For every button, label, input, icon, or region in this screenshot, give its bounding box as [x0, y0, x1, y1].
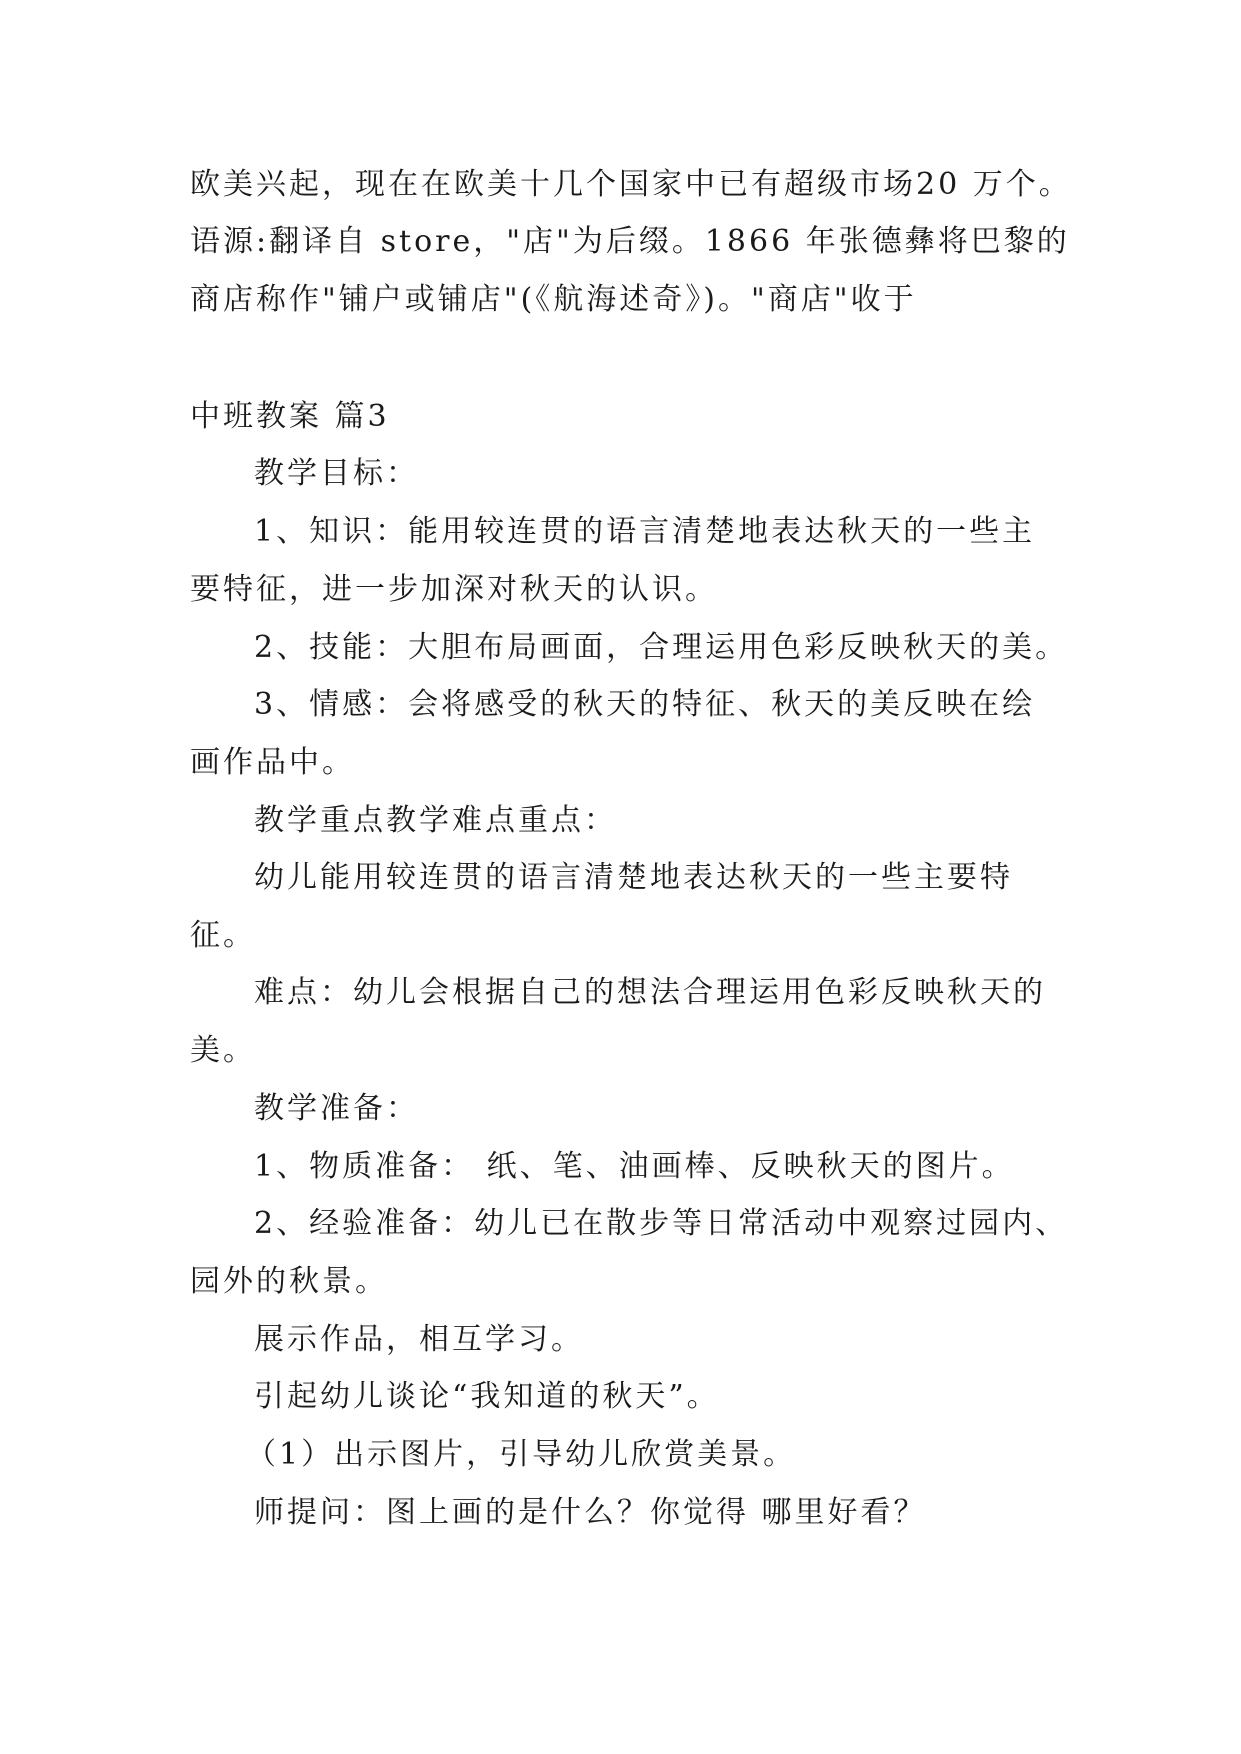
paragraph-line: 展示作品，相互学习。: [254, 1322, 584, 1357]
paragraph-line: 要特征，进一步加深对秋天的认识。: [190, 572, 718, 607]
paragraph-line: 幼儿能用较连贯的语言清楚地表达秋天的一些主要特: [254, 860, 1013, 895]
paragraph-line: 3、情感：会将感受的秋天的特征、秋天的美反映在绘: [254, 687, 1036, 722]
intro-line-1: 欧美兴起，现在在欧美十几个国家中已有超级市场20 万个。: [190, 167, 1072, 202]
paragraph-line: 园外的秋景。: [190, 1264, 388, 1299]
heading-teaching-goals: 教学目标：: [254, 456, 419, 491]
heading-preparation: 教学准备：: [254, 1091, 419, 1126]
section-title: 中班教案 篇3: [190, 399, 390, 434]
paragraph-line: 2、经验准备：幼儿已在散步等日常活动中观察过园内、: [254, 1206, 1069, 1241]
paragraph-line: 师提问：图上画的是什么？你觉得 哪里好看？: [254, 1495, 927, 1530]
paragraph-line: 1、知识：能用较连贯的语言清楚地表达秋天的一些主: [254, 514, 1036, 549]
paragraph-line: 引起幼儿谈论“我知道的秋天”。: [254, 1379, 720, 1414]
paragraph-line: 画作品中。: [190, 745, 355, 780]
paragraph-line: 1、物质准备： 纸、笔、油画棒、反映秋天的图片。: [254, 1149, 1015, 1184]
intro-line-3: 商店称作"铺户或铺店"(《航海述奇》)。"商店"收于: [190, 282, 917, 317]
paragraph-line: 征。: [190, 918, 256, 953]
paragraph-line: 美。: [190, 1033, 256, 1068]
paragraph-line: 2、技能：大胆布局画面，合理运用色彩反映秋天的美。: [254, 630, 1069, 665]
heading-key-points: 教学重点教学难点重点：: [254, 803, 617, 838]
intro-line-2: 语源:翻译自 store，"店"为后缀。1866 年张德彝将巴黎的: [190, 224, 1070, 259]
paragraph-line: 难点：幼儿会根据自己的想法合理运用色彩反映秋天的: [254, 975, 1046, 1010]
paragraph-line: （1）出示图片，引导幼儿欣赏美景。: [246, 1437, 797, 1472]
